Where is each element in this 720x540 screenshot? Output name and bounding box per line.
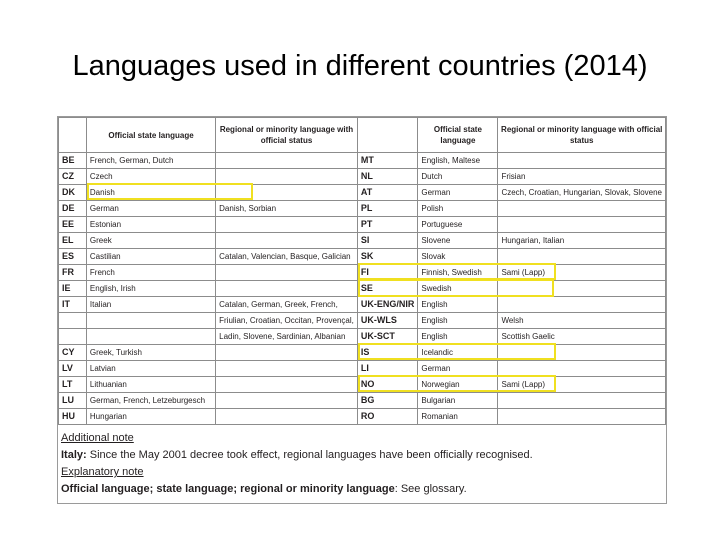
official-language: Polish <box>418 201 498 217</box>
highlight-dk-row <box>87 183 253 200</box>
official-language: German, French, Letzeburgesch <box>86 393 215 409</box>
official-language: English, Maltese <box>418 153 498 169</box>
regional-language <box>498 153 666 169</box>
header-blank-left <box>59 118 87 153</box>
official-language: Estonian <box>86 217 215 233</box>
official-language: Slovene <box>418 233 498 249</box>
official-language: Icelandic <box>418 345 498 361</box>
regional-language: Hungarian, Italian <box>498 233 666 249</box>
explanatory-note-link[interactable]: Explanatory note <box>61 466 144 478</box>
country-code: RO <box>357 409 418 425</box>
additional-note-link[interactable]: Additional note <box>61 432 134 444</box>
country-code: MT <box>357 153 418 169</box>
highlight-no-row <box>358 375 556 392</box>
highlight-is-row <box>358 343 556 360</box>
regional-language <box>216 393 358 409</box>
official-language: German <box>86 201 215 217</box>
country-code: UK-SCT <box>357 329 418 345</box>
regional-language <box>216 233 358 249</box>
country-code: ES <box>59 249 87 265</box>
regional-language <box>498 409 666 425</box>
official-language: Lithuanian <box>86 377 215 393</box>
official-language <box>86 313 215 329</box>
regional-language <box>498 297 666 313</box>
country-code: IS <box>357 345 418 361</box>
official-language <box>86 329 215 345</box>
official-language: English, Irish <box>86 281 215 297</box>
header-official-state-language-right: Official state language <box>418 118 498 153</box>
country-code: NO <box>357 377 418 393</box>
regional-language: Frisian <box>498 169 666 185</box>
country-code: EE <box>59 217 87 233</box>
official-language: Portuguese <box>418 217 498 233</box>
regional-language: Friulian, Croatian, Occitan, Provençal, <box>216 313 358 329</box>
table-header-row <box>59 118 666 153</box>
official-language: French <box>86 265 215 281</box>
official-language: Romanian <box>418 409 498 425</box>
regional-language <box>216 153 358 169</box>
country-code: BE <box>59 153 87 169</box>
regional-language <box>216 361 358 377</box>
regional-language: Czech, Croatian, Hungarian, Slovak, Slovene <box>498 185 666 201</box>
regional-language: Catalan, Valencian, Basque, Galician <box>216 249 358 265</box>
regional-language <box>216 217 358 233</box>
regional-language <box>216 377 358 393</box>
country-code: IT <box>59 297 87 313</box>
official-language: Slovak <box>418 249 498 265</box>
table-row <box>59 201 666 217</box>
table-row <box>59 409 666 425</box>
country-code: PL <box>357 201 418 217</box>
official-language: Castilian <box>86 249 215 265</box>
country-code: SK <box>357 249 418 265</box>
regional-language <box>216 345 358 361</box>
regional-language: Scottish Gaelic <box>498 329 666 345</box>
official-language: German <box>418 361 498 377</box>
country-code: DK <box>59 185 87 201</box>
country-code: CZ <box>59 169 87 185</box>
official-language: Bulgarian <box>418 393 498 409</box>
country-code: BG <box>357 393 418 409</box>
table-row <box>59 153 666 169</box>
official-language: Hungarian <box>86 409 215 425</box>
official-language: English <box>418 329 498 345</box>
regional-language <box>498 393 666 409</box>
regional-language <box>498 217 666 233</box>
header-regional-minority-right: Regional or minority language with official status <box>498 118 666 153</box>
country-code: NL <box>357 169 418 185</box>
glossary-label: Official language; state language; regional or minority language <box>61 483 395 495</box>
official-language: Swedish <box>418 281 498 297</box>
regional-language <box>216 281 358 297</box>
country-code: AT <box>357 185 418 201</box>
table-row <box>59 393 666 409</box>
official-language: Czech <box>86 169 215 185</box>
country-code: LU <box>59 393 87 409</box>
country-code <box>59 329 87 345</box>
country-code: UK-ENG/NIR <box>357 297 418 313</box>
official-language: German <box>418 185 498 201</box>
header-regional-minority: Regional or minority language with official status <box>216 118 358 153</box>
regional-language: Sami (Lapp) <box>498 265 666 281</box>
header-blank-right <box>357 118 418 153</box>
country-code: LT <box>59 377 87 393</box>
official-language: Greek, Turkish <box>86 345 215 361</box>
highlight-fi-row <box>358 263 556 280</box>
country-code: FI <box>357 265 418 281</box>
official-language: Danish <box>86 185 215 201</box>
table-row <box>59 233 666 249</box>
regional-language: Catalan, German, Greek, French, <box>216 297 358 313</box>
country-code: FR <box>59 265 87 281</box>
country-code: PT <box>357 217 418 233</box>
country-code: DE <box>59 201 87 217</box>
notes-section <box>61 430 533 498</box>
table-row <box>59 297 666 313</box>
header-official-state-language: Official state language <box>86 118 215 153</box>
official-language: French, German, Dutch <box>86 153 215 169</box>
language-table-document <box>57 116 667 504</box>
italy-label: Italy: <box>61 449 87 461</box>
official-language: Norwegian <box>418 377 498 393</box>
official-language: Finnish, Swedish <box>418 265 498 281</box>
country-code: LV <box>59 361 87 377</box>
country-code: IE <box>59 281 87 297</box>
country-code: UK-WLS <box>357 313 418 329</box>
table-row <box>59 313 666 329</box>
italy-note-text: Since the May 2001 decree took effect, regional languages have been officially recognised. <box>89 449 533 461</box>
country-code: EL <box>59 233 87 249</box>
country-code: SE <box>357 281 418 297</box>
official-language: Italian <box>86 297 215 313</box>
regional-language: Ladin, Slovene, Sardinian, Albanian <box>216 329 358 345</box>
regional-language: Sami (Lapp) <box>498 377 666 393</box>
country-code <box>59 313 87 329</box>
country-code: HU <box>59 409 87 425</box>
regional-language: Welsh <box>498 313 666 329</box>
official-language: Greek <box>86 233 215 249</box>
country-code: LI <box>357 361 418 377</box>
regional-language <box>216 265 358 281</box>
official-language: Dutch <box>418 169 498 185</box>
official-language: English <box>418 313 498 329</box>
highlight-se-row <box>358 279 554 297</box>
regional-language <box>216 409 358 425</box>
country-code: SI <box>357 233 418 249</box>
official-language: English <box>418 297 498 313</box>
country-code: CY <box>59 345 87 361</box>
official-language: Latvian <box>86 361 215 377</box>
regional-language <box>498 201 666 217</box>
table-row <box>59 217 666 233</box>
glossary-text: : See glossary. <box>394 483 467 495</box>
slide-title: Languages used in different countries (2014) <box>72 50 648 82</box>
regional-language: Danish, Sorbian <box>216 201 358 217</box>
